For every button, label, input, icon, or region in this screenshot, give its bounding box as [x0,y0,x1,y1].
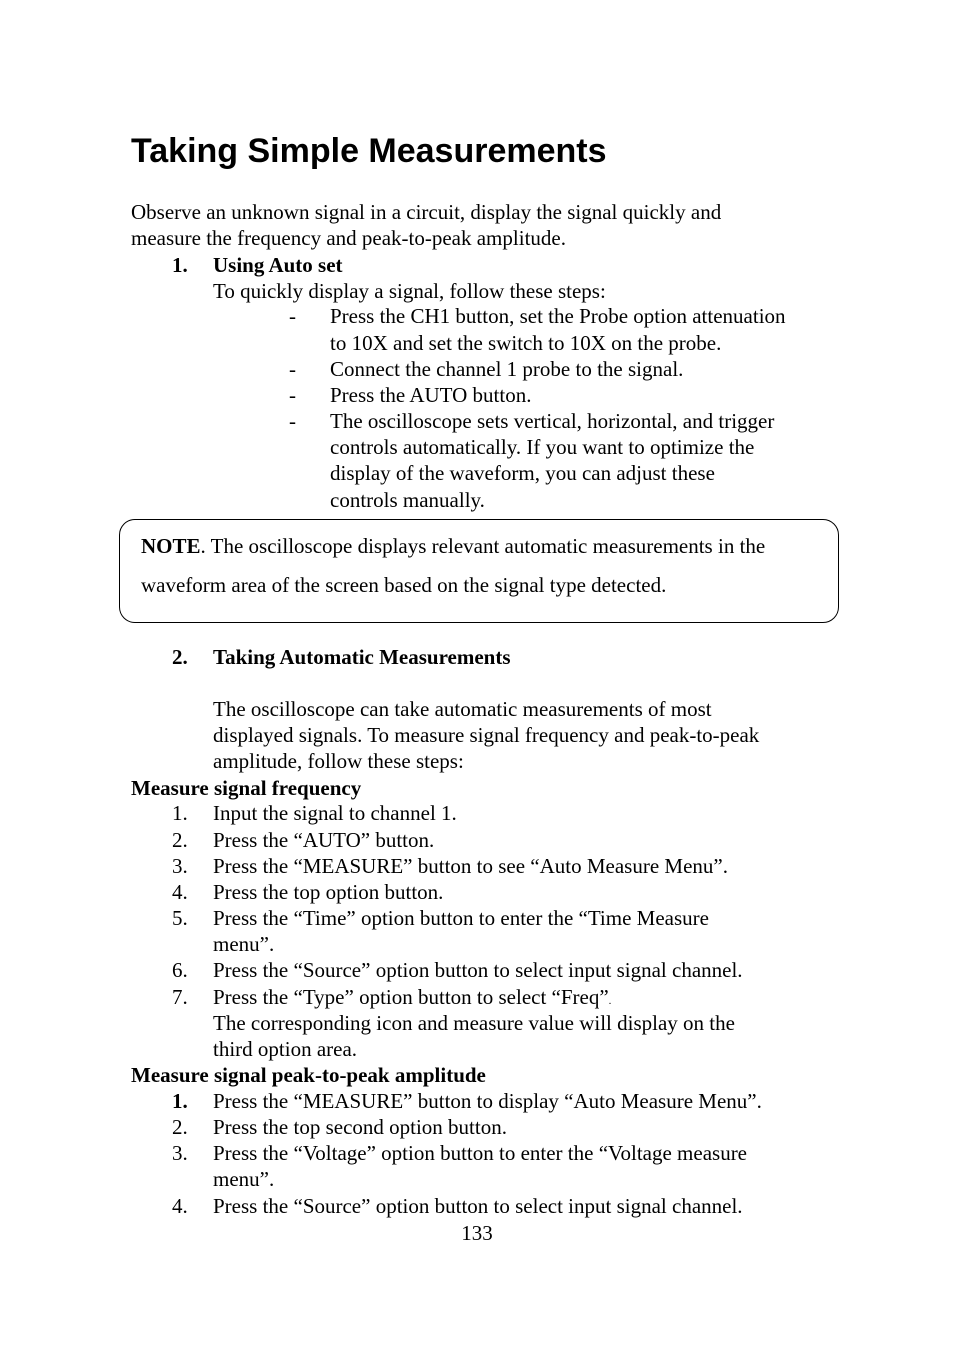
bullet-1-line-1: Press the CH1 button, set the Probe option attenuation [330,304,786,328]
note-text-1: . The oscilloscope displays relevant automatic measurements in the [200,534,766,558]
freq-step-5-line-1: Press the “Time” option button to enter the “Time Measure [213,906,709,930]
pp-step-2: Press the top second option button. [213,1115,507,1139]
freq-step-3: Press the “MEASURE” button to see “Auto Measure Menu”. [213,854,728,878]
intro-line-2: measure the frequency and peak-to-peak amplitude. [131,226,566,250]
pp-step-number: 4. [172,1194,188,1218]
bullet-4-line-2: controls automatically. If you want to optimize the [330,435,755,459]
section1-lead: To quickly display a signal, follow these steps: [213,279,606,303]
freq-step-7-line-2: The corresponding icon and measure value will display on the [213,1011,735,1035]
freq-step-number: 5. [172,906,188,930]
bullet-4-line-1: The oscilloscope sets vertical, horizontal, and trigger [330,409,775,433]
bullet-4-line-4: controls manually. [330,488,485,512]
freq-step-number: 4. [172,880,188,904]
section2-number: 2. [172,645,188,669]
note-line-1 [141,533,765,559]
bullet-marker: - [289,383,296,407]
pp-step-number: 3. [172,1141,188,1165]
bullet-3-line-1: Press the AUTO button. [330,383,532,407]
section2-heading: Taking Automatic Measurements [213,645,511,669]
note-label: NOTE [141,534,201,558]
freq-heading: Measure signal frequency [131,776,362,800]
note-line-2: waveform area of the screen based on the signal type detected. [141,573,667,597]
pp-heading: Measure signal peak-to-peak amplitude [131,1063,486,1087]
page-title: Taking Simple Measurements [131,132,607,170]
pp-step-1: Press the “MEASURE” button to display “Auto Measure Menu”. [213,1089,762,1113]
section2-body-line-3: amplitude, follow these steps: [213,749,464,773]
section2-body-line-2: displayed signals. To measure signal frequency and peak-to-peak [213,723,760,747]
freq-step-number: 6. [172,958,188,982]
section1-number: 1. [172,253,188,277]
freq-step-number: 3. [172,854,188,878]
bullet-marker: - [289,409,296,433]
pp-step-3-line-1: Press the “Voltage” option button to enter the “Voltage measure [213,1141,748,1165]
page-number: 133 [461,1221,493,1245]
freq-step-4: Press the top option button. [213,880,444,904]
pp-step-number: 2. [172,1115,188,1139]
bullet-2-line-1: Connect the channel 1 probe to the signal. [330,357,684,381]
freq-step-number: 1. [172,801,188,825]
bullet-1-line-2: to 10X and set the switch to 10X on the probe. [330,331,722,355]
freq-step-6: Press the “Source” option button to select input signal channel. [213,958,743,982]
intro-line-1: Observe an unknown signal in a circuit, display the signal quickly and [131,200,722,224]
bullet-4-line-3: display of the waveform, you can adjust these [330,461,715,485]
freq-step-7-text: Press the “Type” option button to select “Freq” [213,985,609,1009]
freq-step-5-line-2: menu”. [213,932,275,956]
freq-step-2: Press the “AUTO” button. [213,828,435,852]
freq-step-number: 7. [172,985,188,1009]
freq-step-1: Input the signal to channel 1. [213,801,457,825]
pp-step-4: Press the “Source” option button to select input signal channel. [213,1194,743,1218]
freq-step-number: 2. [172,828,188,852]
freq-step-7-line-3: third option area. [213,1037,358,1061]
bullet-marker: - [289,304,296,328]
bullet-marker: - [289,357,296,381]
pp-step-number: 1. [172,1089,188,1113]
pp-step-3-line-2: menu”. [213,1167,275,1191]
section2-body-line-1: The oscilloscope can take automatic measurements of most [213,697,712,721]
freq-step-7-period: . [608,996,612,1007]
section1-heading: Using Auto set [213,253,343,277]
